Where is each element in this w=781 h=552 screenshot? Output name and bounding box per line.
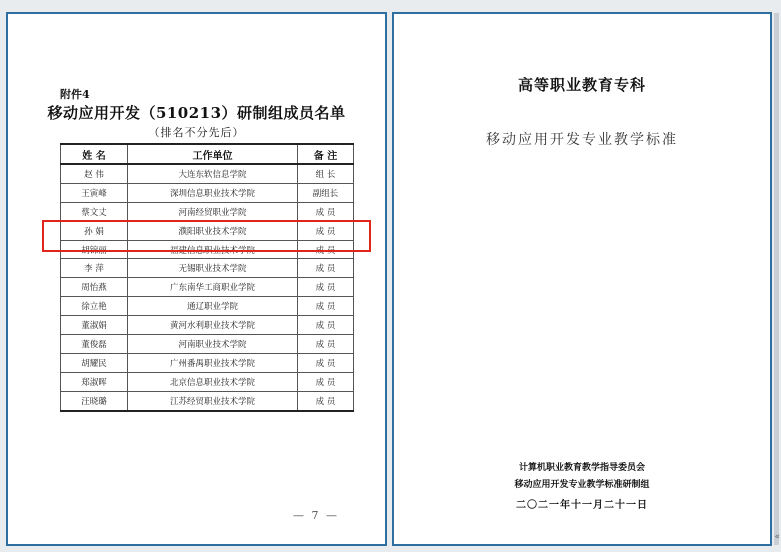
member-role-cell: 成 员 (298, 278, 354, 297)
cover-organization-line1: 计算机职业教育教学指导委员会 (518, 463, 645, 473)
member-name-cell: 周怡燕 (61, 278, 128, 297)
column-header-workplace: 工作单位 (128, 144, 298, 164)
member-role-cell: 成 员 (298, 353, 354, 372)
member-name-cell: 孙 娟 (61, 221, 128, 240)
member-name-cell: 赵 伟 (61, 164, 128, 183)
member-name-cell: 蔡文丈 (61, 202, 128, 221)
member-name-cell: 胡耀民 (61, 353, 128, 372)
table-row (61, 353, 354, 372)
member-workplace-cell: 广东南华工商职业学院 (128, 278, 298, 297)
member-list-title: 移动应用开发（510213）研制组成员名单 (47, 104, 346, 122)
member-workplace-cell: 通辽职业学院 (128, 297, 298, 316)
member-workplace-cell: 濮阳职业技术学院 (128, 221, 298, 240)
member-role-cell: 成 员 (298, 240, 354, 259)
member-name-cell: 李 萍 (61, 259, 128, 278)
member-workplace-cell: 河南职业技术学院 (128, 335, 298, 354)
member-role-cell: 成 员 (298, 372, 354, 391)
table-row (61, 259, 354, 278)
document-page-right (392, 12, 772, 546)
member-role-cell: 成 员 (298, 202, 354, 221)
member-name-cell: 汪晓璐 (61, 391, 128, 410)
cover-subtitle: 移动应用开发专业教学标准 (486, 132, 678, 148)
member-role-cell: 成 员 (298, 259, 354, 278)
cover-title: 高等职业教育专科 (517, 76, 646, 94)
scroll-corner-mark[interactable]: « (774, 532, 780, 542)
member-workplace-cell: 黄河水利职业技术学院 (128, 316, 298, 335)
member-workplace-cell: 江苏经贸职业技术学院 (128, 391, 298, 410)
page-number: — 7 — (293, 509, 339, 522)
member-role-cell: 成 员 (298, 335, 354, 354)
table-row (61, 316, 354, 335)
attachment-label: 附件4 (60, 88, 90, 101)
member-table (60, 143, 354, 412)
table-row (61, 278, 354, 297)
member-role-cell: 副组长 (298, 183, 354, 202)
member-workplace-cell: 河南经贸职业学院 (128, 202, 298, 221)
column-header-name: 姓 名 (61, 144, 128, 164)
member-workplace-cell: 深圳信息职业技术学院 (128, 183, 298, 202)
table-header-row (61, 144, 354, 164)
table-row (61, 391, 354, 410)
member-name-cell: 郑淑晖 (61, 372, 128, 391)
table-row (61, 202, 354, 221)
member-name-cell: 董淑娟 (61, 316, 128, 335)
member-role-cell: 成 员 (298, 316, 354, 335)
table-row (61, 164, 354, 183)
member-workplace-cell: 北京信息职业技术学院 (128, 372, 298, 391)
member-role-cell: 组 长 (298, 164, 354, 183)
member-workplace-cell: 无锡职业技术学院 (128, 259, 298, 278)
highlight-annotation-box (42, 220, 371, 252)
member-workplace-cell: 广州番禺职业技术学院 (128, 353, 298, 372)
member-role-cell: 成 员 (298, 297, 354, 316)
member-name-cell: 徐立艳 (61, 297, 128, 316)
member-workplace-cell: 大连东软信息学院 (128, 164, 298, 183)
member-name-cell: 王寅峰 (61, 183, 128, 202)
document-page-left (6, 12, 387, 546)
table-row (61, 183, 354, 202)
member-workplace-cell: 福建信息职业技术学院 (128, 240, 298, 259)
member-role-cell: 成 员 (298, 221, 354, 240)
cover-date: 二〇二一年十一月二十一日 (516, 500, 648, 511)
member-list-subtitle: （排名不分先后） (148, 126, 245, 139)
column-header-role: 备 注 (298, 144, 354, 164)
cover-organization-line2: 移动应用开发专业教学标准研制组 (514, 480, 650, 490)
page-edge-shadow (774, 13, 779, 545)
member-name-cell: 胡锦丽 (61, 240, 128, 259)
table-row (61, 297, 354, 316)
table-row (61, 335, 354, 354)
member-role-cell: 成 员 (298, 391, 354, 410)
member-name-cell: 董俊磊 (61, 335, 128, 354)
table-row (61, 372, 354, 391)
